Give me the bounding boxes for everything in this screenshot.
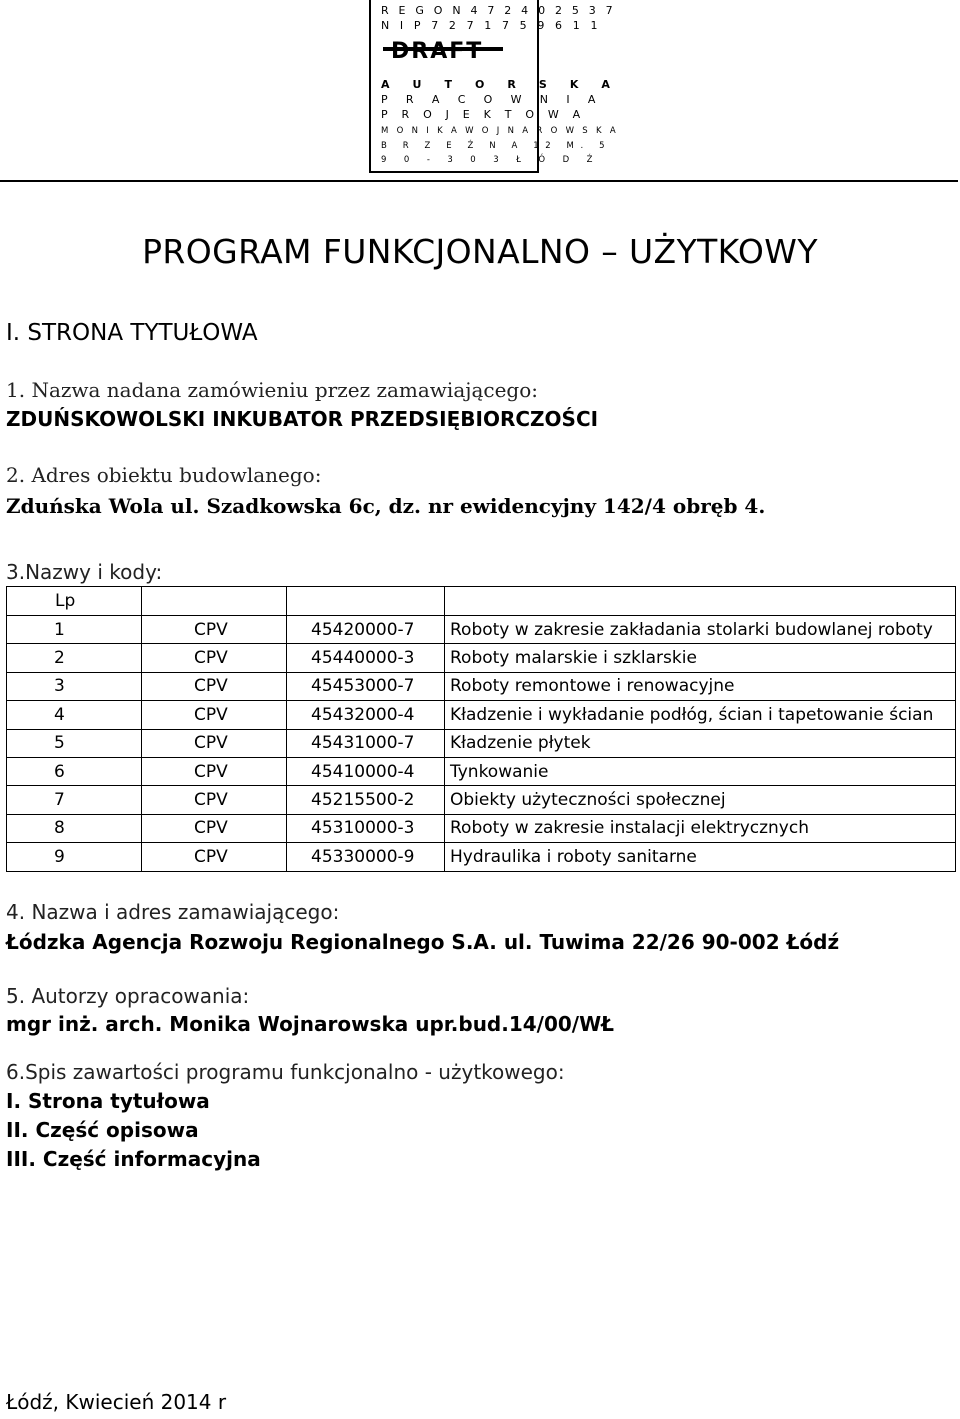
row-description: Hydraulika i roboty sanitarne: [445, 843, 956, 871]
row-description: Obiekty użyteczności społecznej: [445, 786, 956, 814]
stamp-line-projektowa: P R O J E K T O W A: [381, 108, 586, 121]
row-type: CPV: [142, 786, 287, 814]
row-number: 5: [7, 729, 142, 757]
toc-item: III. Część informacyjna: [6, 1147, 261, 1171]
row-type: CPV: [142, 616, 287, 644]
item5-label: 5. Autorzy opracowania:: [6, 984, 250, 1008]
row-number: 2: [7, 644, 142, 672]
place-date-footer: Łódź, Kwiecień 2014 r: [6, 1390, 227, 1414]
row-type: CPV: [142, 729, 287, 757]
logo-text: DRAFT: [391, 39, 484, 61]
row-code: 45410000-4: [287, 757, 445, 785]
table-header-row: [7, 587, 956, 616]
stamp-owner: M O N I K A W O J N A R O W S K A: [381, 126, 619, 136]
item1-label: 1. Nazwa nadana zamówieniu przez zamawiającego:: [6, 378, 538, 402]
item3-label: 3.Nazwy i kody:: [6, 560, 163, 584]
draft-logo: [383, 37, 537, 65]
table-row: [7, 757, 956, 785]
row-code: 45420000-7: [287, 616, 445, 644]
row-type: CPV: [142, 757, 287, 785]
row-number: 8: [7, 814, 142, 842]
item5-value: mgr inż. arch. Monika Wojnarowska upr.bud.14/00/WŁ: [6, 1012, 615, 1036]
item2-label: 2. Adres obiektu budowlanego:: [6, 463, 322, 487]
header-empty: [445, 587, 956, 616]
table-row: [7, 729, 956, 757]
row-type: CPV: [142, 644, 287, 672]
row-code: 45330000-9: [287, 843, 445, 871]
header-lp: Lp: [7, 587, 142, 616]
item4-label: 4. Nazwa i adres zamawiającego:: [6, 900, 340, 924]
table-row: [7, 644, 956, 672]
stamp-regon: R E G O N 4 7 2 4 0 2 5 3 7: [381, 4, 616, 17]
row-number: 9: [7, 843, 142, 871]
row-number: 3: [7, 672, 142, 700]
row-description: Kładzenie płytek: [445, 729, 956, 757]
header-empty: [142, 587, 287, 616]
table-row: [7, 843, 956, 871]
row-type: CPV: [142, 672, 287, 700]
stamp-line-pracownia: P R A C O W N I A: [381, 93, 603, 106]
toc-item: I. Strona tytułowa: [6, 1089, 210, 1113]
top-divider: [0, 180, 958, 182]
row-description: Roboty w zakresie zakładania stolarki budowlanej roboty: [445, 616, 956, 644]
row-code: 45431000-7: [287, 729, 445, 757]
row-description: Roboty remontowe i renowacyjne: [445, 672, 956, 700]
table-row: [7, 814, 956, 842]
table-row: [7, 786, 956, 814]
row-type: CPV: [142, 701, 287, 729]
document-title: PROGRAM FUNKCJONALNO – UŻYTKOWY: [142, 232, 818, 271]
table-row: [7, 616, 956, 644]
row-number: 4: [7, 701, 142, 729]
stamp-address-street: B R Z E Ź N A 12 M. 5: [381, 140, 612, 151]
row-number: 1: [7, 616, 142, 644]
row-description: Tynkowanie: [445, 757, 956, 785]
row-type: CPV: [142, 814, 287, 842]
row-description: Roboty malarskie i szklarskie: [445, 644, 956, 672]
item2-value: Zduńska Wola ul. Szadkowska 6c, dz. nr ewidencyjny 142/4 obręb 4.: [6, 494, 766, 518]
row-code: 45310000-3: [287, 814, 445, 842]
table-row: [7, 701, 956, 729]
row-number: 7: [7, 786, 142, 814]
item6-label: 6.Spis zawartości programu funkcjonalno - użytkowego:: [6, 1060, 565, 1084]
stamp-address-city: 9 0 - 3 0 3 Ł Ó D Ź: [381, 155, 600, 165]
section-heading: I. STRONA TYTUŁOWA: [6, 320, 258, 346]
item4-value: Łódzka Agencja Rozwoju Regionalnego S.A. ul. Tuwima 22/26 90-002 Łódź: [6, 930, 840, 954]
company-stamp: [369, 0, 620, 173]
row-type: CPV: [142, 843, 287, 871]
row-code: 45215500-2: [287, 786, 445, 814]
row-description: Kładzenie i wykładanie podłóg, ścian i tapetowanie ścian: [445, 701, 956, 729]
stamp-nip: N I P 7 2 7 1 7 5 9 6 1 1: [381, 19, 602, 32]
header-empty: [287, 587, 445, 616]
toc-item: II. Część opisowa: [6, 1118, 199, 1142]
stamp-line-autorska: A U T O R S K A: [381, 78, 620, 91]
row-code: 45440000-3: [287, 644, 445, 672]
codes-table: [6, 586, 956, 872]
row-code: 45432000-4: [287, 701, 445, 729]
row-number: 6: [7, 757, 142, 785]
row-description: Roboty w zakresie instalacji elektrycznych: [445, 814, 956, 842]
item1-value: ZDUŃSKOWOLSKI INKUBATOR PRZEDSIĘBIORCZOŚCI: [6, 407, 599, 431]
table-row: [7, 672, 956, 700]
row-code: 45453000-7: [287, 672, 445, 700]
